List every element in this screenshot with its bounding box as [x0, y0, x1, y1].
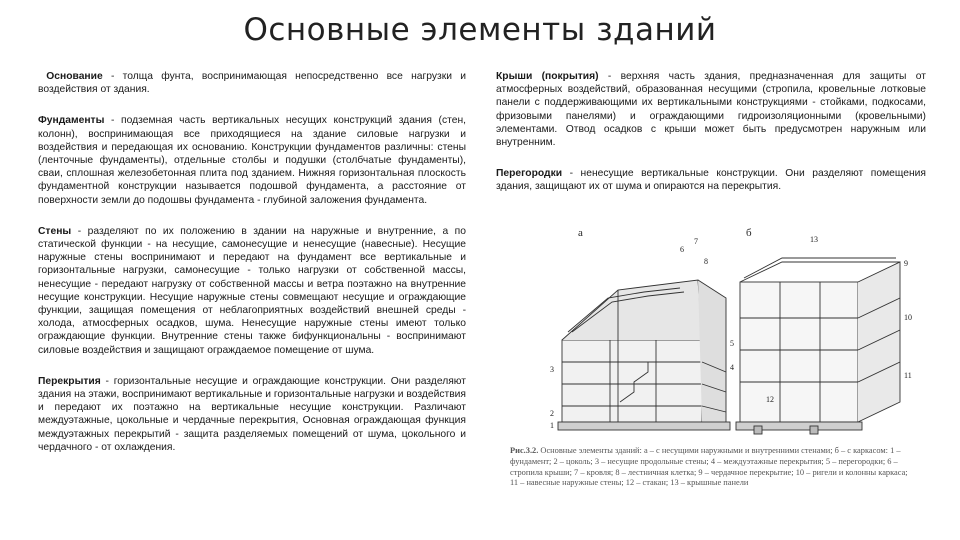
building-a-drawing	[558, 280, 730, 430]
figure-number-12: 12	[766, 395, 774, 404]
figure-number-4: 4	[730, 363, 734, 372]
left-text-column	[38, 70, 466, 472]
term-osnovanie: Основание	[46, 71, 103, 82]
text-steny: - разделяют по их положению в здании на наружные и внутренние, а по статической функции - на несущие, самонесущие и ненесущие (навесные). Несущие наружные стены воспринимают и передают на фундамент все вертикальные и горизонтальные нагрузки, самонесущие - только нагрузки от собственной массы, ненесущие - передают нагрузку от собственной массы и ветра поэтажно на внутренние несущие конструкции. Несущие наружные стены совмещают несущие и ограждающие функции, защищая помещения от неблагоприятных воздействий внешней среды - холода, атмосферных осадков, шума. Ненесущие наружные стены имеют только ограждающие функции. Внутренние стены также бифункциональны - воспринимают силовые воздействия и защищают ограждаемое помещение от шума.	[38, 225, 466, 356]
figure-number-9: 9	[904, 259, 908, 268]
paragraph-peregorodki	[496, 167, 926, 193]
text-kryshi: - верхняя часть здания, предназначенная для защиты от атмосферных воздействий, образованная несущими (стропила, кровельные лотковые панели с поддерживающими их вертикальными конструкциями - стойками, подкосами, фризовыми панелями) и ограждающими гидроизоляционными (кровельными) элементами. Отвод осадков с крыши может быть предусмотрен наружным или внутренним.	[496, 71, 926, 149]
figure-number-7: 7	[694, 237, 698, 246]
figure-number-10: 10	[904, 313, 912, 322]
text-fundamenty: - подземная часть вертикальных несущих конструкций здания (стен, колонн), воспринимающая все приходящиеся на здание силовые нагрузки и воздействия и передающая их основанию. Конструкции фундаментов различны: стены (ленточные фундаменты), отдельные столбы и подушки (столбчатые фундаменты), сваи, сплошная железобетонная плита под зданием. Нижняя горизонтальная плоскость фундаментной конструкции называется подошвой фундамента, а расстояние от поверхности земли до подошвы фундамента - глубиной заложения фундамента.	[38, 115, 466, 206]
figure-number-6: 6	[680, 245, 684, 254]
paragraph-steny	[38, 225, 466, 357]
figure-label-a: а	[578, 227, 583, 239]
caption-figure-number: Рис.3.2.	[510, 446, 539, 455]
term-kryshi: Крыши (покрытия)	[496, 71, 599, 82]
figure-number-8: 8	[704, 257, 708, 266]
figure-number-11: 11	[904, 371, 912, 380]
paragraph-osnovanie	[38, 70, 466, 96]
text-perekrytiya: - горизонтальные несущие и ограждающие конструкции. Они разделяют здания на этажи, воспринимают вертикальные и горизонтальные нагрузки и воздействия и передают их поэтажно на вертикальные несущие конструкции. Различают междуэтажные, цокольные и чердачные перекрытия, Основная ограждающая функция междуэтажных перекрытий - защита разделяемых помещений от шума, цокольного и чердачного - от охлаждения.	[38, 375, 466, 453]
term-peregorodki: Перегородки	[496, 168, 563, 180]
figure-caption	[510, 446, 910, 489]
term-fundamenty: Фундаменты	[38, 115, 105, 127]
text-osnovanie: - толща фунта, воспринимающая непосредственно все нагрузки и воздействия от здания.	[38, 71, 466, 96]
term-steny: Стены	[38, 225, 72, 237]
figure-number-1: 1	[550, 421, 554, 430]
caption-text: Основные элементы зданий: а – с несущими наружными и внутренними стенами; б – с каркасом: 1 – фундамент; 2 – цоколь; 3 – несущие продольные стены; 4 – междуэтажные перекрытия; 5 – перегородки; 6 – стропила крыши; 7 – кровля; 8 – лестничная клетка; 9 – чердачное перекрытие; 10 – ригели и колонны каркаса; 11 – навесные наружные стены; 12 – стакан; 13 – крышные панели	[510, 446, 908, 488]
building-b-drawing	[736, 258, 900, 434]
paragraph-fundamenty	[38, 114, 466, 206]
figure-label-b: б	[746, 227, 752, 239]
paragraph-kryshi	[496, 70, 926, 149]
figure-number-2: 2	[550, 409, 554, 418]
page-title: Основные элементы зданий	[243, 12, 717, 48]
term-perekrytiya: Перекрытия	[38, 375, 101, 387]
figure-number-5: 5	[730, 339, 734, 348]
text-peregorodki: - ненесущие вертикальные конструкции. Они разделяют помещения здания, защищают их от шума и опираются на перекрытия.	[496, 168, 926, 193]
figure-number-3: 3	[550, 365, 554, 374]
right-text-column	[496, 70, 926, 212]
building-elements-figure	[548, 222, 918, 436]
paragraph-perekrytiya	[38, 375, 466, 454]
figure-number-13: 13	[810, 235, 818, 244]
